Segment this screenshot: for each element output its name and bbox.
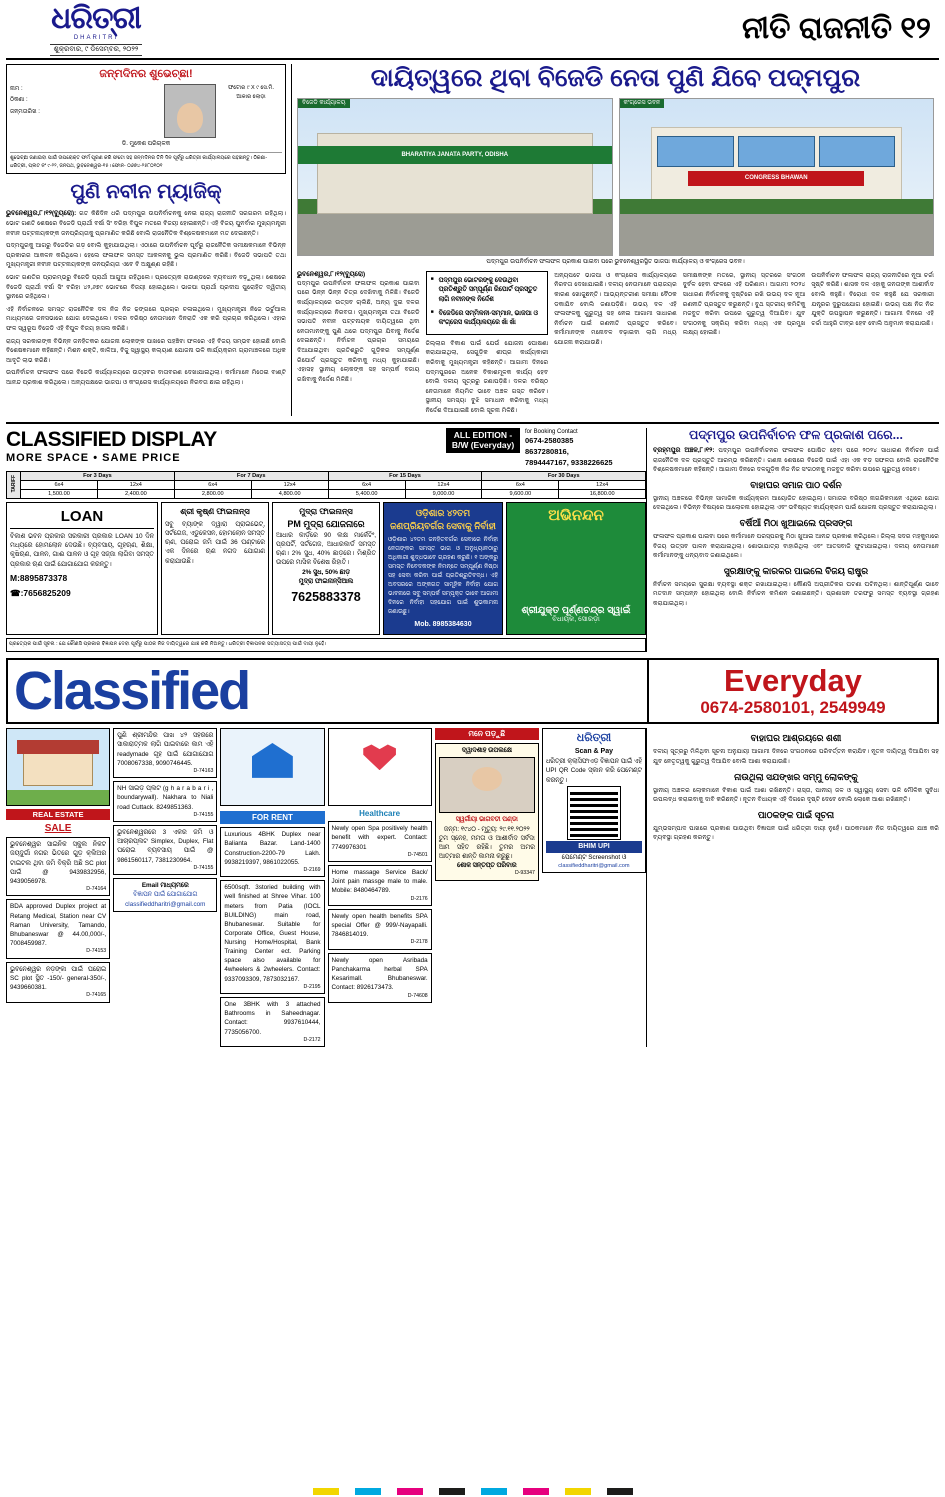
- rate-size-1: 12x4: [97, 480, 174, 489]
- rate-value-0: 1,500.00: [21, 489, 98, 498]
- ad-blue-body: ଓଡ଼ିଶାର ୪୨ତମ ଜନହିତବର୍ଗର ସେବାରେ ନିର୍ବାହୀ ନେତାଙ୍କର ସମସ୍ତ ଭାଗ ଓ ଅନୁଧ୍ୟାନଠାରୁ ଅଧିକାରୀ ଶୁଦ୍ଧଭାବେ ଗ୍ରହଣ କରୁଛି। ୧ ଅଙ୍କରୁ ସମସ୍ତ ନିବେଦକଙ୍କ ନିମନ୍ତେ ସମ୍ପୂର୍ଣ୍ଣ ନିଷ୍ଠା ସହ ସେବା କରିବା ପାଇଁ ପ୍ରତିଶ୍ରୁତିବଦ୍ଧ। ଏହି ଅବସରରେ ଅଙ୍କଗତ ସାମୂହିକ ନିର୍ବାହୀ ଯୋଗ ଭାବନାରେ ସବୁ ସମ୍ପର୍କ ସମ୍ପୃକ୍ତ ଭାବେ ଆଗାମୀ ଦିନରେ ନିର୍ବାହୀ ସହଯୋଗ ପାଇଁ ଶୁଭକାମନା ଜଣାଉଛୁ।: [388, 536, 498, 615]
- classified-text: NH ସାଇଡ଼ ପ୍ଲଟ (g h a r a b a r i , boundarywall). Nakhara to Niali road Cuttack. 8249851363.: [117, 785, 214, 811]
- color-swatch-cyan-2: [481, 1488, 507, 1495]
- masthead: [6, 4, 939, 60]
- classified-text: ଭୁବନେଶ୍ୱର ସାଇନିକ ସ୍କୁଲ ନିକଟ ଜୟଦୁର୍ଗା ନଗର ଭିତରେ ଗୁଡ଼ କ୍ଲିଅର ଟାଇଟଲ ଥିବା ଜମି ବିକ୍ରି ଅଛି SC plot ପାଇଁ @ 9439832956, 9439056978.: [10, 841, 107, 885]
- bullet-item-2: ■ ବିଜେଡିରେ ସମ୍ମିଳନୀ-ସମ୍ମାନ, ଭାଜପା ଓ କଂଗ୍ରେସ କାର୍ଯ୍ୟାଳୟରେ ଖାଁ ଖାଁ: [431, 309, 544, 328]
- rate-size-0: 6x4: [21, 480, 98, 489]
- main-col4-text: ସମୀକ୍ଷକଙ୍କ ମତରେ, ସ୍ଥାନୀୟ ସ୍ତରରେ ସଂଗଠନ ଦୁର୍ବଳ ହେବା ଫଳରେ ଏହି ପରିଣାମ। ଆଗାମୀ ୨୦୨୪ ସାଧାରଣ ନିର୍ବାଚନକୁ ଦୃଷ୍ଟିରେ ରଖି ଉଭୟ ଦଳ ନୂଆ ରଣନୀତି ପ୍ରସ୍ତୁତ କରୁଛନ୍ତି। ବୁଥ ସ୍ତରୀୟ କମିଟିକୁ ମଜବୁତ କରିବା ଉପରେ ଗୁରୁତ୍ୱ ଦିଆଯିବ। ଯୁବ ସଂଗଠନକୁ ସକ୍ରିୟ କରିବା ମଧ୍ୟ ଏକ ପ୍ରମୁଖ ଲକ୍ଷ୍ୟ ହୋଇଛି।: [682, 271, 806, 337]
- photo1-caption: ବିଜେଡି କାର୍ଯ୍ୟାଳୟ: [298, 99, 350, 108]
- cd-all-edition: ALL EDITION - B/W (Everyday): [446, 428, 520, 453]
- ad-blue-title: ଓଡ଼ିଶାର ୪୨ତମ ଜଣପ୍ରିୟବର୍ଗର ସେବାକୁ ନିର୍ବାହୀ: [390, 507, 496, 532]
- classified-ref: D-2195: [303, 983, 321, 990]
- classified-col-5: [435, 728, 539, 1047]
- photo-bjd-office: [297, 98, 613, 256]
- right-sec-body-2: ନିର୍ବାଚନ ସମୟରେ ସୁରକ୍ଷା ବ୍ୟବସ୍ଥା ଶକ୍ତ ରଖାଯାଇଥିଲା। କୌଣସି ଅପ୍ରୀତିକର ଘଟଣା ଘଟିନଥିଲା। ଶାନ୍ତିପୂର୍ଣ୍ଣ ଭାବେ ମତଦାନ ସମ୍ପନ୍ନ ହୋଇଥିଲା ବୋଲି ନିର୍ବାଚନ କମିଶନ ଜଣାଇଛନ୍ତି। ପ୍ରଶାସନ ତରଫରୁ ସମସ୍ତ ବ୍ୟବସ୍ଥା ଗ୍ରହଣ କରାଯାଇଥିଲା।: [653, 580, 939, 608]
- main-col-1: [297, 271, 420, 416]
- rate-size-3: 12x4: [251, 480, 328, 489]
- rate-header-2: For 15 Days: [328, 471, 482, 480]
- classified-email-box[interactable]: [113, 878, 217, 911]
- rate-value-3: 4,800.00: [251, 489, 328, 498]
- color-swatch-yellow-2: [565, 1488, 591, 1495]
- classified-text: Luxurious 4BHK Duplex near Balianta Bazar. Land-1400 Construction-2200-79 Lakh. 9938219397, 9861022055.: [224, 831, 321, 866]
- classified-text: BDA approved Duplex project at Retang Medical, Station near CV Raman University, Tamando, Bhubaneswar @ 44.00,000/-, 7008459987.: [10, 903, 107, 947]
- ad-green-abhinandan[interactable]: [506, 502, 646, 636]
- cd-phone-3[interactable]: 7894447167, 9338226625: [525, 458, 613, 468]
- classified-item[interactable]: [220, 880, 324, 994]
- rate-value-6: 9,600.00: [482, 489, 559, 498]
- photo2-band-text: CONGRESS BHAWAN: [688, 171, 864, 187]
- for-rent-image: [220, 728, 324, 806]
- classified-text: Newly open health benefits SPA special Offer @ 999/-Nayapalli. 7846814019.: [331, 913, 428, 939]
- classified-ref: D-74165: [86, 991, 107, 998]
- classified-grid: [6, 728, 646, 1047]
- color-swatch-cyan: [355, 1488, 381, 1495]
- photo-row: [297, 98, 934, 256]
- rate-table: [6, 471, 646, 499]
- top-section: [6, 64, 939, 416]
- obituary-dates: ଜନ୍ମ: ୧୯୪୦ - ମୃତ୍ୟୁ: ୨୯.୧୧.୨୦୨୨: [443, 825, 530, 833]
- left-story-p0: ଗତ କିଛିଦିନ ଧରି ପଦ୍ମପୁର ଉପନିର୍ବାଚନକୁ ନେଇ ରାଜ୍ୟ ରାଜନୀତି ସରଗରମ ରହିଥିଲା। ଭୋଟ ଗଣତି ଶେଷରେ ବିଜେଡି ପ୍ରାର୍ଥୀ ବର୍ଷା ସିଂ ବରିହା ବିପୁଳ ମତରେ ବିଜୟୀ ହୋଇଛନ୍ତି। ଏହି ବିଜୟ ପୁନର୍ବାର ମୁଖ୍ୟମନ୍ତ୍ରୀ ନବୀନ ପଟ୍ଟନାୟକଙ୍କ ଜନପ୍ରିୟତାକୁ ପ୍ରମାଣିତ କରିଛି ବୋଲି ରାଜନୈତିକ ବିଶ୍ଳେଷକମାନେ ମତ ଦେଇଛନ୍ତି।: [6, 210, 286, 237]
- birthday-footer: ଶୁଭେଚ୍ଛା ଜଣାଇବା ପାଇଁ ଉପରୋକ୍ତ ଫର୍ମ ପୂରଣ କରି ଫଟୋ ସହ ଜନ୍ମଦିନର ତିନି ଦିନ ପୂର୍ବରୁ ଧରିତ୍ରୀ କାର୍ଯ୍ୟାଳୟରେ ପହଞ୍ଚାନ୍ତୁ। ଠିକଣା- ଧରିତ୍ରୀ, ପ୍ଲଟ ନଂ ୯-୨୨, ଜନପଥ, ଭୁବନେଶ୍ୱର-୧୫। ଫୋନ- ୦୬୭୪-୨୫୮୦୧୦୧: [10, 152, 282, 170]
- ad-mudra-title: ମୁଦ୍ରା ଫାଇନାନ୍ସ: [299, 506, 353, 516]
- email-box-text: ବିଜ୍ଞାପନ ପାଇଁ ଯୋଗାଯୋଗ classifieddharitri@gmail.com: [125, 891, 206, 908]
- right-intro: ପଦ୍ମପୁର ଉପନିର୍ବାଚନର ଫଳାଫଳ ଘୋଷିତ ହେବା ପରେ ୨୦୨୪ ସାଧାରଣ ନିର୍ବାଚନ ପାଇଁ ରାଜନୈତିକ ଦଳ ପ୍ରସ୍ତୁତି ଆରମ୍ଭ କରିଛନ୍ତି। ଗଣନା ଶେଷରେ ବିଜେଡି ପାଇଁ ଏହା ଏକ ବଡ଼ ସଫଳତା ବୋଲି ରାଜନୈତିକ ବିଶ୍ଳେଷକମାନେ କହିଛନ୍ତି। ଆଗାମୀ ଦିନରେ ଦଳଗୁଡ଼ିକ ନିଜ ନିଜ ସଂଗଠନକୁ ମଜବୁତ କରିବା ଉପରେ ଗୁରୁତ୍ୱ ଦେବେ।: [653, 446, 939, 474]
- classified-item[interactable]: [328, 953, 432, 1003]
- rate-header-1: For 7 Days: [174, 471, 328, 480]
- classified-ref: D-74163: [193, 767, 214, 774]
- classified-item[interactable]: [328, 909, 432, 950]
- ad-loan-title: LOAN: [10, 506, 154, 529]
- rate-size-7: 12x4: [559, 480, 646, 489]
- cd-title: CLASSIFIED DISPLAY: [6, 427, 217, 451]
- classified-ref: D-74501: [407, 851, 428, 858]
- qr-code-icon[interactable]: [568, 787, 620, 839]
- logo-title: ଧରିତ୍ରୀ: [51, 2, 141, 35]
- for-rent-label: FOR RENT: [220, 811, 324, 824]
- birthday-photo-note: ଫଟୋର ୯ X ୯ ସେ.ମି. ଆକାର ଲୋଡ଼ା: [227, 85, 275, 100]
- classified-ref: D-93347: [514, 870, 535, 877]
- color-swatch-black: [439, 1488, 465, 1495]
- right-news-column: [646, 428, 939, 653]
- main-dateline: ଭୁବନେଶ୍ୱର,୮।୧୨(ବ୍ୟୁରୋ): [297, 270, 366, 278]
- ad-loan-body: ବିକାଶ ଭବନ ପ୍ରକାର ସରକାରୀ ପ୍ରକାର LOAN 10 ଦିନ ମଧ୍ୟରେ ହୋମଲୋନ ଦେଉଛି। ବ୍ୟବସାୟ, ଗୃହଋଣ, ଶିକ୍ଷା, କୃଷିଋଣ, ପାଳନ, ଗାଈ ପାଳନ ଓ ଗୃହ ସଜ୍ଜା ଲାଗିବା ସମସ୍ତ ପ୍ରକାର ଋଣ ପାଇଁ ଯୋଗାଯୋଗ କରନ୍ତୁ।: [10, 532, 154, 568]
- birthday-fields: [10, 84, 160, 138]
- right-sec-head-5: ପାଠକଙ୍କ ପାଇଁ ସୂଚନା: [757, 809, 835, 820]
- newspaper-logo: [6, 4, 186, 56]
- cd-subtitle: MORE SPACE • SAME PRICE: [6, 451, 181, 464]
- banner-classified-word: Classified: [14, 661, 250, 722]
- right-sec-body-4: ସ୍ଥାନୀୟ ଅଞ୍ଚଳର ଲୋକମାନେ ବିକାଶ ପାଇଁ ଆଶା ରଖିଛନ୍ତି। ରାସ୍ତା, ପାନୀୟ ଜଳ ଓ ସ୍ୱାସ୍ଥ୍ୟ ସେବା ଭଳି ମୌଳିକ ସୁବିଧା ଉପଲବ୍ଧ କରାଇବାକୁ ଦାବି କରିଛନ୍ତି। ନୂତନ ବିଧାୟକ ଏହି ଦିଗରେ ଦୃଷ୍ଟି ଦେବେ ବୋଲି ଲୋକେ ଆଶା ରଖିଛନ୍ତି।: [653, 786, 939, 804]
- color-swatch-magenta-2: [523, 1488, 549, 1495]
- right-column-headline: ପଦ୍ମପୁର ଉପନିର୍ବାଚନ ଫଳ ପ୍ରକାଶ ପରେ...: [688, 427, 903, 442]
- classified-display-section: [6, 422, 939, 653]
- ad-mudra-body: ଆଧାର କାର୍ଡ଼ରେ 90 ଲକ୍ଷ ମାର୍କେଟିଂ, ପ୍ରପର୍ଟି, ସର୍ଟଗେଜ, ଆଧାରକାର୍ଡ ସମସ୍ତ ଋଣ। 2% ସୁଧ, 40% ଛାଡ଼ରେ। ମିଶ୍ରିତ ଉପରେ ମାସିକ ବିଶେଷ ରିହାତି।: [276, 531, 376, 567]
- rate-row: [7, 489, 646, 498]
- left-story-p2: ଭୋଟ ଗଣତିର ପ୍ରାରମ୍ଭରୁ ବିଜେଡି ପ୍ରାର୍ଥୀ ଆଗୁଆ ରହିଥିଲେ। ପ୍ରତ୍ୟେକ ରାଉଣ୍ଡରେ ବ୍ୟବଧାନ ବଢ଼ୁଥିଲା। ଶେଷରେ ବିଜେଡି ପ୍ରାର୍ଥୀ ବର୍ଷା ସିଂ ବରିହା ୪୨,୬୭୯ ଭୋଟରେ ବିଜୟୀ ହୋଇଥିଲେ। ଭାଜପା ପ୍ରାର୍ଥୀ ପ୍ରଦୀପ ପୁରୋହିତ ଦ୍ୱିତୀୟ ସ୍ଥାନରେ ରହିଥିଲେ।: [6, 273, 286, 301]
- obituary-notice[interactable]: [435, 743, 539, 880]
- birthday-photo: [164, 84, 216, 138]
- classified-footnote: ପ୍ରତ୍ୟେକ ପାଇଁ ସୂଚନା : ଯେ କୌଣସି ପ୍ରକାର ବିଜ୍ଞାପନ ଦେବା ପୂର୍ବରୁ ପାଠକ ନିଜ ଦାୟିତ୍ୱରେ ଯାଞ୍ଚ କରି ନିଅନ୍ତୁ। ଧରିତ୍ରୀ ବିଜ୍ଞାପନର ସତ୍ୟାସତ୍ୟ ପାଇଁ ଦାୟୀ ନୁହେଁ।: [6, 638, 646, 652]
- ad-loan[interactable]: [6, 502, 158, 636]
- scanpay-mailline: ପେମେଣ୍ଟ Screenshot ଓ: [561, 853, 627, 861]
- birthday-title: ଜନ୍ମଦିନର ଶୁଭେଚ୍ଛା!: [99, 68, 193, 80]
- birthday-field-dob: ଜନ୍ମତାରିଖ :: [10, 108, 40, 115]
- birthday-field-name: ନାମ :: [10, 86, 23, 92]
- rate-size-2: 6x4: [174, 480, 251, 489]
- classified-ref: D-2176: [410, 895, 428, 902]
- photo-congress-bhawan: [619, 98, 935, 256]
- classified-text: 6500sqft. 3storied building with well finished at Shree Vihar. 100 meters from Patia (IOCL BUILDING) main road, Bhubaneswar. Suitable for Corporate Office, Guest House, Nursing Home/Hospital, Bank Training Center ect. Parking space also available for 4wheelers & 2wheelers. Contact: 9337093309, 7873032167.: [224, 884, 321, 983]
- right-sec-head-4: ନାଉଥିଲା ସଯଙ୍ଖର ସମ୍ମୁ ଲୋକଙ୍କୁ: [734, 771, 858, 782]
- classified-item[interactable]: [113, 781, 217, 822]
- color-swatch-yellow: [313, 1488, 339, 1495]
- healthcare-label: Healthcare: [359, 809, 401, 819]
- left-story-headline: ପୁଣି ନବୀନ ମ୍ୟାଜିକ୍: [70, 181, 222, 203]
- banner-phones[interactable]: 0674-2580101, 2549949: [700, 697, 886, 717]
- ad-mudra-rate: 2% ସୁଧ, 50% ଛାଡ଼: [302, 568, 350, 576]
- classified-text: Newly open Asribada Panchakarma herbal SPA Kesarimall. Bhubaneswar. Contact: 8926173473.: [331, 957, 428, 992]
- ad-loan-phone-2[interactable]: ☎:7656825209: [10, 588, 71, 599]
- scanpay-email[interactable]: classifieddharitri@gmail.com: [558, 863, 630, 869]
- classified-item[interactable]: [328, 865, 432, 906]
- color-swatch-magenta: [397, 1488, 423, 1495]
- classified-item[interactable]: [6, 899, 110, 958]
- birthday-coupon: [6, 64, 286, 174]
- left-story-body: [6, 209, 286, 388]
- left-story-p4: ରାଜ୍ୟ ସରକାରଙ୍କ ବିଭିନ୍ନ ଜନହିତକର ଯୋଜନା ଲୋକଙ୍କ ପାଖରେ ପହଞ୍ଚିବା ଫଳରେ ଏହି ବିଜୟ ସମ୍ଭବ ହୋଇଛି ବୋଲି ବିଶେଷଜ୍ଞମାନେ କହିଛନ୍ତି। ମିଶନ ଶକ୍ତି, କାଳିଆ, ବିଜୁ ସ୍ୱାସ୍ଥ୍ୟ କଲ୍ୟାଣ ଯୋଜନା ଭଳି କାର୍ଯ୍ୟକ୍ରମ ଗ୍ରାମାଞ୍ଚଳରେ ଅଧିକ ଆଦୃତି ଲାଭ କରିଛି।: [6, 337, 286, 364]
- classified-banner: [6, 658, 939, 724]
- classified-item[interactable]: [113, 728, 217, 778]
- classified-item[interactable]: [220, 827, 324, 877]
- obituary-from: ଶୋକ ସନ୍ତପ୍ତ ପରିବାର: [456, 862, 517, 870]
- ad-krushna-finance[interactable]: [161, 502, 269, 636]
- right-sec-body-3: ଦଳୀୟ ସୂତ୍ରରୁ ମିଳିଥିବା ସୂଚନା ଅନୁଯାୟୀ ଆଗାମୀ ଦିନରେ ସଂଗଠନରେ ପରିବର୍ତ୍ତନ କରାଯିବ। ନୂତନ ଦାୟିତ୍ୱ ଦିଆଯିବା ସହ ଯୁବ ନେତୃତ୍ୱକୁ ଗୁରୁତ୍ୱ ଦିଆଯିବ ବୋଲି ଆଶା କରାଯାଉଛି।: [653, 748, 939, 765]
- classified-ref: D-74608: [407, 992, 428, 999]
- ad-mudra-company: ମୁଦ୍ରା ଫାଇନାନ୍ସିଆଲ: [298, 578, 354, 586]
- main-col-4: [683, 271, 806, 416]
- rate-value-5: 9,000.00: [405, 489, 482, 498]
- classified-col-1: [6, 728, 110, 1047]
- bullet-box: [426, 271, 549, 335]
- healthcare-image: [328, 728, 432, 806]
- ad-loan-phone-1[interactable]: M:8895873378: [10, 572, 68, 583]
- classified-ref: D-74164: [86, 885, 107, 892]
- classified-ref: D-74153: [86, 948, 107, 955]
- main-col2-text: ଜିଲ୍ଲାର ବିକାଶ ପାଇଁ ଯେଉଁ ଯୋଜନା ଘୋଷଣା କରାଯାଇଥିଲା, ସେଗୁଡ଼ିକ ଶୀଘ୍ର କାର୍ଯ୍ୟକାରୀ କରିବାକୁ ମୁଖ୍ୟମନ୍ତ୍ରୀ କହିଛନ୍ତି। ଆଗାମୀ ଦିନରେ ପଦ୍ମପୁରରେ ଅନେକ ବିକାଶମୂଳକ କାର୍ଯ୍ୟ ହେବ ବୋଲି ଦଳୀୟ ସୂତ୍ରରୁ ଜଣାପଡ଼ିଛି। ଦଳର ବରିଷ୍ଠ ନେତାମାନେ ନିୟମିତ ଭାବେ ଅଞ୍ଚଳ ଗସ୍ତ କରିବେ। ସ୍ଥାନୀୟ ସମସ୍ୟା ବୁଝି ସମାଧାନ କରିବାକୁ ମଧ୍ୟ ନିର୍ଦ୍ଦେଶ ଦିଆଯାଇଛି ବୋଲି ସୂଚନା ମିଳିଛି।: [425, 339, 549, 415]
- obituary-portrait: [439, 757, 535, 813]
- classified-ref: D-74155: [193, 811, 214, 818]
- right-sec-body-5: ଯୁମ୍ଭସମ୍ପାଦ ପାଖରେ ପ୍ରକାଶ ପାଉଥିବା ବିଜ୍ଞାପନ ପାଇଁ ଧରିତ୍ରୀ ଦାୟୀ ନୁହେଁ। ପାଠକମାନେ ନିଜ ଦାୟିତ୍ୱରେ ଯାଞ୍ଚ କରି ବ୍ୟବସ୍ଥା ଗ୍ରହଣ କରନ୍ତୁ।: [653, 824, 939, 842]
- real-estate-image: [6, 728, 110, 806]
- classified-grid-section: [6, 728, 939, 1047]
- right-news-column-2: [646, 728, 939, 1047]
- rate-value-7: 16,800.00: [559, 489, 646, 498]
- tag-real-estate: REAL ESTATE: [6, 809, 110, 820]
- classified-col-4: [328, 728, 432, 1047]
- rate-size-5: 12x4: [405, 480, 482, 489]
- right-sec-head-1: ବର୍ଷିଆଁ ମିଠା ଖୁଆଇଲେ ପ୍ରସଙ୍ଗ: [739, 518, 853, 529]
- ad-blue-greeting[interactable]: [383, 502, 503, 636]
- classified-item[interactable]: [220, 997, 324, 1047]
- obituary-text: ତୁମ ସ୍ନେହ, ମମତା ଓ ଆଶୀର୍ବାଦ ସର୍ବଦା ଆମ ସହିତ ରହିଛି। ତୁମର ଅମର ଆତ୍ମାର ଶାନ୍ତି କାମନା କରୁଛୁ।: [438, 834, 535, 860]
- left-story-p5: ଉପନିର୍ବାଚନ ଫଳାଫଳ ପରେ ବିଜେଡି କାର୍ଯ୍ୟାଳୟରେ ଉତ୍ସବର ବାତାବରଣ ଦେଖାଯାଇଥିଲା। କର୍ମୀମାନେ ମିଠେଇ ବାଣ୍ଟି ଆନନ୍ଦ ପ୍ରକାଶ କରିଥିଲେ। ଅନ୍ୟପକ୍ଷରେ ଭାଜପା ଓ କଂଗ୍ରେସ କାର୍ଯ୍ୟାଳୟରେ ନିରବତା ଛାଇ ରହିଥିଲା।: [6, 369, 286, 387]
- birthday-caption: ଡି. ମୁକେଶ ପରିଚାଳକ: [121, 141, 171, 147]
- main-story: [292, 64, 939, 416]
- ad-krushna-title: ଶ୍ରୀ କୃଷ୍ଣ ଫାଇନାନ୍ସ: [180, 506, 250, 516]
- photo1-band-text: BHARATIYA JANATA PARTY, ODISHA: [401, 151, 509, 158]
- rate-header-3: For 30 Days: [482, 471, 646, 480]
- ad-green-designation: ବିଧାୟକ, ସୋରଡ଼ା: [552, 615, 600, 623]
- tag-sale: SALE: [44, 823, 72, 835]
- section-title: ନୀତି ରାଜନୀତି ୧୨: [741, 12, 931, 45]
- right-sec-body-0: ସ୍ଥାନୀୟ ଅଞ୍ଚଳରେ ବିଭିନ୍ନ ସାମାଜିକ କାର୍ଯ୍ୟକ୍ରମ ଆୟୋଜିତ ହୋଇଥିଲା। ସମାଜର ବରିଷ୍ଠ ନାଗରିକମାନେ ଏଥିରେ ଯୋଗ ଦେଇଥିଲେ। ବିଭିନ୍ନ ବିଷୟରେ ଆଲୋଚନା ହୋଇଥିଲା ଏବଂ ଭବିଷ୍ୟତ କାର୍ଯ୍ୟକ୍ରମ ପାଇଁ ଯୋଜନା ପ୍ରସ୍ତୁତ କରାଯାଇଥିଲା।: [653, 494, 939, 512]
- right-dateline: ବ୍ରହ୍ମପୁର ଅଞ୍ଚଳ,୮।୧୨:: [653, 446, 715, 454]
- ad-green-name: ଶ୍ରୀଯୁକ୍ତ ପୂର୍ଣ୍ଣଚନ୍ଦ୍ର ସ୍ୱାଇଁ: [521, 604, 631, 616]
- right-sec-head-0: ବାହାଘର ସମାଜ ପାଠ ଦର୍ଶନ: [750, 479, 842, 490]
- logo-subtitle: DHARITRI: [73, 35, 119, 41]
- bullet-item-1: ■ ପଦ୍ମପୁର ଭୋଟରଙ୍କୁ ଦେଉଥିବା ପ୍ରତିଶ୍ରୁତି ସମ୍ପୂର୍ଣ୍ଣ ରିପୋର୍ଟ ପ୍ରସ୍ତୁତ ଲାଗି ନବୀନଙ୍କ ନିର୍ଦ୍ଦେଶ: [431, 276, 544, 305]
- classified-item[interactable]: [6, 837, 110, 896]
- classified-ref: D-2172: [303, 1036, 321, 1043]
- cd-booking-label: for Booking Contact: [525, 428, 578, 435]
- main-col3-text: ଅନ୍ୟପଟେ ଭାଜପା ଓ କଂଗ୍ରେସ କାର୍ଯ୍ୟାଳୟରେ ନିରବତା ଦେଖାଯାଇଛି। ଦଳୀୟ ନେତାମାନେ ପରାଜୟର କାରଣ ଖୋଜୁଛନ୍ତି। ଆଭ୍ୟନ୍ତରୀଣ ସମୀକ୍ଷା ବୈଠକ ଡକାଯିବ ବୋଲି ଜଣାପଡ଼ିଛି। ଉଭୟ ଦଳ ଏହି ଫଳାଫଳକୁ ଗୁରୁତ୍ୱ ସହ ନେଇ ଆଗାମୀ ସାଧାରଣ ନିର୍ବାଚନ ପାଇଁ ରଣନୀତି ପ୍ରସ୍ତୁତ କରିବେ। କର୍ମୀମାନଙ୍କ ମନୋବଳ ବଢ଼ାଇବା ଲାଗି ମଧ୍ୟ ଯୋଜନା କରାଯାଉଛି।: [554, 271, 677, 347]
- rate-value-1: 2,400.00: [97, 489, 174, 498]
- main-col-5: [811, 271, 934, 416]
- left-story-p3: ଏହି ନିର୍ବାଚନରେ ସମସ୍ତ ରାଜନୈତିକ ଦଳ ନିଜ ନିଜ ଢଙ୍ଗରେ ପ୍ରଚାର ଚଳାଇଥିଲେ। ମୁଖ୍ୟମନ୍ତ୍ରୀ ନିଜେ ଭର୍ଚୁଆଲ ମାଧ୍ୟମରେ ଜନସଭାରେ ଯୋଗ ଦେଇଥିଲେ। ଦଳର ବରିଷ୍ଠ ନେତାମାନେ ଦିନରାତି ଏକ କରି ପ୍ରଚାର କରିଥିଲେ। ଏହାର ଫଳ ସ୍ୱରୂପ ବିଜେଡି ଏହି ବିପୁଳ ବିଜୟ ହାସଲ କରିଛି।: [6, 305, 286, 333]
- scanpay-title: Scan & Pay: [574, 748, 614, 756]
- main-story-columns: [297, 271, 934, 416]
- photo2-caption: କଂଗ୍ରେସ ଭବନ: [620, 99, 665, 108]
- classified-ref: D-74155: [193, 864, 214, 871]
- rate-side-label: TARIFF: [10, 475, 17, 493]
- ad-mudra-finance[interactable]: [272, 502, 380, 636]
- classified-col-3: [220, 728, 324, 1047]
- main-col1-text: ପଦ୍ମପୁର ଉପନିର୍ବାଚନ ଫଳାଫଳ ପ୍ରକାଶ ପାଇବା ପରେ ଭିନ୍ନ ଭିନ୍ନ ଚିତ୍ର ଦେଖିବାକୁ ମିଳିଛି। ବିଜେଡି କାର୍ଯ୍ୟାଳୟରେ ଉତ୍ସବ ଚାଲିଛି, ଅନ୍ୟ ଦୁଇ ଦଳର କାର୍ଯ୍ୟାଳୟରେ ନିରବତା। ମୁଖ୍ୟମନ୍ତ୍ରୀ ତଥା ବିଜେଡି ସଭାପତି ନବୀନ ପଟ୍ଟନାୟକ ଦାୟିତ୍ୱରେ ଥିବା ନେତାମାନଙ୍କୁ ପୁଣି ଥରେ ପଦ୍ମପୁର ଯିବାକୁ ନିର୍ଦ୍ଦେଶ ଦେଇଛନ୍ତି। ନିର୍ବାଚନ ପ୍ରଚାର ସମୟରେ ଦିଆଯାଇଥିବା ପ୍ରତିଶ୍ରୁତି ଗୁଡ଼ିକର ସମ୍ପୂର୍ଣ୍ଣ ରିପୋର୍ଟ ପ୍ରସ୍ତୁତ କରିବାକୁ ମଧ୍ୟ କୁହାଯାଇଛି। ଏହାସହ ସ୍ଥାନୀୟ ଲୋକଙ୍କ ସହ ସମ୍ପର୍କ ବଜାୟ ରଖିବାକୁ ନିର୍ଦ୍ଦେଶ ମିଳିଛି।: [297, 279, 420, 383]
- right-sec-head-3: ବାହାଘର ଆଶ୍ରୟରେ ଶଶୀ: [750, 733, 842, 744]
- cd-phone-1[interactable]: 0674-2580385: [525, 436, 574, 446]
- classified-ref: D-2169: [303, 866, 321, 873]
- obituary-occasion: ଦ୍ୱାଦଶାହ ଉପଲକ୍ଷେ: [461, 747, 512, 755]
- classified-col-2: [113, 728, 217, 1047]
- photo-caption-line: ପଦ୍ମପୁର ଉପନିର୍ବାଚନ ଫଳାଫଳ ପ୍ରକାଶ ପାଇବା ପରେ ଭୁବନେଶ୍ୱରସ୍ଥିତ ଭାଜପା କାର୍ଯ୍ୟାଳୟ ଓ କଂଗ୍ରେସ ଭବନ।: [486, 258, 745, 265]
- email-box-title: Email ମାଧ୍ୟମରେ: [141, 882, 189, 890]
- main-col-2: [426, 271, 549, 416]
- left-story-byline: ଭୁବନେଶ୍ୱର,୮।୧୨(ବ୍ୟୁରୋ):: [6, 210, 77, 217]
- classified-col-6: [542, 728, 646, 1047]
- rate-size-6: 6x4: [482, 480, 559, 489]
- classified-item[interactable]: [6, 962, 110, 1003]
- birthday-field-address: ଠିକଣା :: [10, 97, 28, 104]
- classified-display: [6, 428, 646, 653]
- classified-text: ଭୁବନେଶ୍ୱରରେ 3 ଏକର ଜମି ଓ ଆଚାରପ୍ଲଟ Simplex, Duplex, Flat ଘରୋଇ ବ୍ୟବସାୟ ପାଇଁ @ 9861560117, 7381230964.: [117, 829, 214, 864]
- classified-text: Newly open Spa positively health benefit with expert. Contact: 7749976301: [331, 825, 428, 851]
- cd-phone-2[interactable]: 8637280816,: [525, 447, 569, 457]
- upi-badge: BHIM UPI: [546, 841, 642, 853]
- banner-everyday: Everyday: [724, 662, 862, 698]
- obituary-name: ସ୍ୱର୍ଗୀୟା ଭାଗବତୀ ପଣ୍ଡା: [455, 816, 518, 824]
- classified-text: ଭୁବନେଶ୍ୱର ନଡ଼ଙ୍କା ପାଇଁ ଘରୋଇ SC plot ସ୍ଥିତ -150/- general-350/-, 9439660381.: [10, 965, 107, 991]
- rate-size-4: 6x4: [328, 480, 405, 489]
- rate-value-4: 5,400.00: [328, 489, 405, 498]
- main-col5-text: ଉପନିର୍ବାଚନ ଫଳାଫଳ ରାଜ୍ୟ ରାଜନୀତିରେ ନୂଆ ଚର୍ଚ୍ଚା ସୃଷ୍ଟି କରିଛି। ଶାସକ ଦଳ ଏହାକୁ ଜନତାଙ୍କ ଆଶୀର୍ବାଦ ବୋଲି କହୁଛି। ବିରୋଧୀ ଦଳ କହୁଛି ଯେ ସରକାରୀ ଯନ୍ତ୍ରର ଦୁରୁପଯୋଗ ହୋଇଛି। ଉଭୟ ପକ୍ଷ ନିଜ ନିଜ ଯୁକ୍ତି ଉପସ୍ଥାପନ କରୁଛନ୍ତି। ଆଗାମୀ ଦିନରେ ଏହି ଚର୍ଚ୍ଚା ଆହୁରି ତୀବ୍ର ହେବ ବୋଲି ଅନୁମାନ କରାଯାଉଛି।: [811, 271, 934, 327]
- classified-text: ପୁଣି ଶ୍ରୀମନ୍ଦିର ପାଖ ୪୨ ସହରରେ ସାକାରାତ୍ମକ ଲାଗି ପାଇବାରେ କାମ ଏହି readymade ଗୃହ ପାଇଁ ଯୋଗାଯୋଗ 7008067338, 9090746445.: [117, 732, 214, 767]
- left-column: [6, 64, 292, 416]
- right-sec-head-2: ସୁରକ୍ଷାଙ୍କୁ କାରକର ପାଇଲେ ବିଜୟ ରାଷ୍ଟ୍ର: [723, 565, 869, 576]
- left-story-p1: ପଦ୍ମପୁରକୁ ଆଗରୁ ବିଜେଡିର ଗଡ଼ ବୋଲି କୁହାଯାଉଥିଲା। ଏଠାରେ ଉପନିର୍ବାଚନ ପୂର୍ବରୁ ରାଜନୈତିକ ସମୀକ୍ଷକମାନେ ବିଭିନ୍ନ ପ୍ରକାରର ଆକଳନ କରିଥିଲେ। ହେଲେ ଫଳାଫଳ ସମସ୍ତ ଆକଳନକୁ ଭୁଲ ପ୍ରମାଣିତ କରିଛି। ବିଜେଡି ସଭାପତି ତଥା ମୁଖ୍ୟମନ୍ତ୍ରୀ ନବୀନ ପଟ୍ଟନାୟକଙ୍କ ଜନପ୍ରିୟତା ଏବେ ବି ଅକ୍ଷୁଣ୍ଣ ରହିଛି।: [6, 242, 286, 269]
- classified-text: Home massage Service Back/ Joint pain massge male to male. Mobile: 8480464789.: [331, 869, 428, 895]
- rate-header-0: For 3 Days: [21, 471, 175, 480]
- scan-pay-box[interactable]: [542, 728, 646, 873]
- main-headline: ଦାୟିତ୍ୱରେ ଥିବା ବିଜେଡି ନେତା ପୁଣି ଯିବେ ପଦ୍ମପୁର: [370, 64, 861, 92]
- right-sec-body-1: ଫଳାଫଳ ପ୍ରକାଶ ପାଇବା ପରେ କର୍ମୀମାନେ ପରସ୍ପରକୁ ମିଠା ଖୁଆଇ ଆନନ୍ଦ ପ୍ରକାଶ କରିଥିଲେ। ଜିଲ୍ଲା ସଦର ମହକୁମାରେ ବିଜୟ ଉତ୍ସବ ପାଳନ କରାଯାଇଥିଲା। ଶୋଭାଯାତ୍ରା ବାହାରିଥିଲା ଏବଂ ଆତସବାଜି ଫୁଟାଯାଇଥିଲା। ଦଳୀୟ ନେତାମାନେ କର୍ମୀମାନଙ୍କୁ ଧନ୍ୟବାଦ ଜଣାଇଥିଲେ।: [653, 533, 939, 560]
- issue-date: ଶୁକ୍ରବାର, ୯ ଡିସେମ୍ବର, ୨୦୨୨: [50, 44, 143, 56]
- ad-krushna-body: ସବୁ ବ୍ୟାଙ୍କ ଦ୍ୱାରା ପ୍ରାଇଭେଟ୍, ସର୍ଟଗେଜ, ଏଡୁକେସନ, ହୋମଲୋନ ସମସ୍ତ ଋଣ, ଘରୋଇ ଜମି ପାଇଁ 36 ଘଣ୍ଟାରେ ଏକ ଦିନରେ ଋଣ ନଗଦ ଯୋଗାଣ କରାଯାଉଛି।: [165, 520, 265, 565]
- scanpay-note: ଧରିତ୍ରୀ କ୍ଲାସିଫାଏଡ଼ ବିଜ୍ଞାପନ ପାଇଁ ଏହି UPI QR Code ସ୍କାନ କରି ପେମେଣ୍ଟ କରନ୍ତୁ।: [545, 758, 643, 784]
- classified-item[interactable]: [328, 821, 432, 862]
- ad-mudra-phone[interactable]: 7625883378: [291, 590, 361, 605]
- classified-ref: D-2178: [410, 939, 428, 946]
- color-registration-bar: [0, 1485, 945, 1497]
- display-ads-row: [6, 502, 646, 636]
- classified-item[interactable]: [113, 825, 217, 875]
- ad-blue-phone[interactable]: Mob. 8985384630: [414, 620, 472, 628]
- main-col-3: [554, 271, 677, 416]
- color-swatch-black-2: [607, 1488, 633, 1495]
- classified-text: One 3BHK with 3 attached Bathrooms in Saheednagar. Contact: 9937610444, 7735056700.: [224, 1001, 321, 1036]
- rate-value-2: 2,800.00: [174, 489, 251, 498]
- ad-mudra-scheme: PM ମୁଦ୍ରା ଯୋଜନାରେ: [287, 518, 365, 529]
- obituary-title: ମନେ ପଡ଼ୁଛି: [435, 728, 539, 740]
- ad-green-greeting: ଅଭିନନ୍ଦନ: [548, 506, 604, 524]
- scanpay-logo: ଧରିତ୍ରୀ: [576, 732, 612, 745]
